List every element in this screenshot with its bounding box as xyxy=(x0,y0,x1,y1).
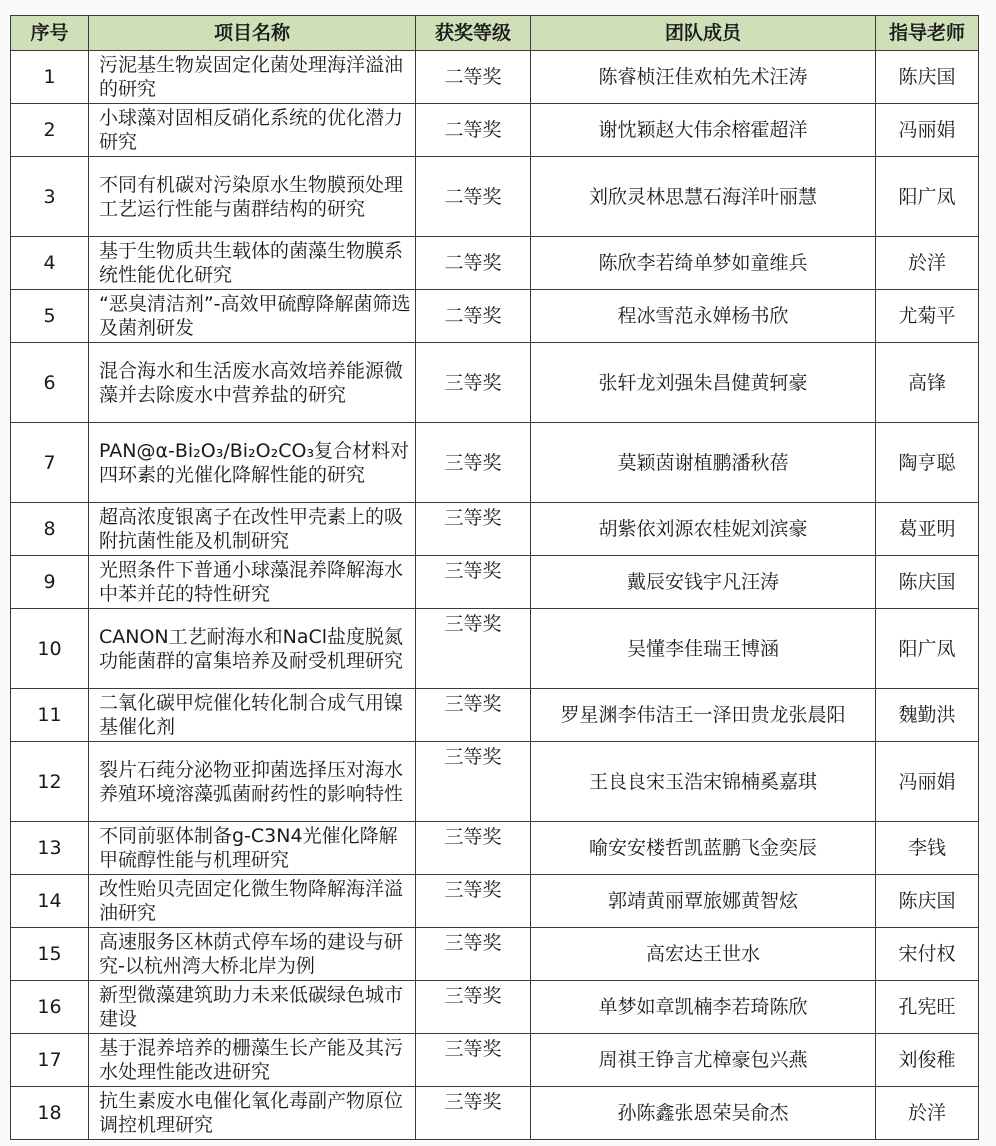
cell-project-name: 基于混养培养的栅藻生长产能及其污水处理性能改进研究 xyxy=(89,1034,416,1087)
cell-team-members: 刘欣灵林思慧石海洋叶丽慧 xyxy=(531,157,876,237)
cell-project-name: 裂片石莼分泌物亚抑菌选择压对海水养殖环境溶藻弧菌耐药性的影响特性 xyxy=(89,742,416,822)
cell-team-members: 胡紫依刘源农桂妮刘滨豪 xyxy=(531,503,876,556)
cell-team-members: 孙陈鑫张恩荣吴俞杰 xyxy=(531,1087,876,1140)
cell-teacher: 魏勤洪 xyxy=(876,689,979,742)
cell-teacher: 陈庆国 xyxy=(876,51,979,104)
cell-team-members: 陈睿桢汪佳欢柏先术汪涛 xyxy=(531,51,876,104)
cell-project-name: 新型微藻建筑助力未来低碳绿色城市建设 xyxy=(89,981,416,1034)
cell-team-members: 程冰雪范永婵杨书欣 xyxy=(531,290,876,343)
cell-award-level: 三等奖 xyxy=(416,423,531,503)
header-team: 团队成员 xyxy=(531,16,876,51)
cell-award-level: 三等奖 xyxy=(416,928,531,981)
cell-teacher: 阳广凤 xyxy=(876,157,979,237)
cell-team-members: 周祺王铮言尤樟豪包兴燕 xyxy=(531,1034,876,1087)
cell-teacher: 孔宪旺 xyxy=(876,981,979,1034)
cell-project-name: CANON工艺耐海水和NaCl盐度脱氮功能菌群的富集培养及耐受机理研究 xyxy=(89,609,416,689)
cell-no: 15 xyxy=(11,928,89,981)
cell-award-level: 三等奖 xyxy=(416,1034,531,1087)
cell-project-name: PAN@α-Bi₂O₃/Bi₂O₂CO₃复合材料对四环素的光催化降解性能的研究 xyxy=(89,423,416,503)
cell-no: 5 xyxy=(11,290,89,343)
cell-no: 9 xyxy=(11,556,89,609)
cell-no: 4 xyxy=(11,237,89,290)
cell-project-name: 污泥基生物炭固定化菌处理海洋溢油的研究 xyxy=(89,51,416,104)
cell-project-name: “恶臭清洁剂”-高效甲硫醇降解菌筛选及菌剂研发 xyxy=(89,290,416,343)
cell-no: 13 xyxy=(11,822,89,875)
cell-team-members: 陈欣李若绮单梦如童维兵 xyxy=(531,237,876,290)
table-row xyxy=(11,157,979,237)
cell-award-level: 二等奖 xyxy=(416,237,531,290)
cell-team-members: 高宏达王世水 xyxy=(531,928,876,981)
cell-no: 18 xyxy=(11,1087,89,1140)
cell-no: 7 xyxy=(11,423,89,503)
award-table xyxy=(10,15,979,1140)
cell-teacher: 李钱 xyxy=(876,822,979,875)
cell-team-members: 吴懂李佳瑞王博涵 xyxy=(531,609,876,689)
table-row xyxy=(11,742,979,822)
cell-award-level: 三等奖 xyxy=(416,343,531,423)
cell-no: 1 xyxy=(11,51,89,104)
cell-team-members: 谢忱颖赵大伟余榕霍超洋 xyxy=(531,104,876,157)
cell-team-members: 张轩龙刘强朱昌健黄轲豪 xyxy=(531,343,876,423)
cell-award-level: 三等奖 xyxy=(416,609,531,689)
cell-team-members: 戴辰安钱宇凡汪涛 xyxy=(531,556,876,609)
cell-project-name: 高速服务区林荫式停车场的建设与研究-以杭州湾大桥北岸为例 xyxy=(89,928,416,981)
cell-teacher: 於洋 xyxy=(876,237,979,290)
cell-award-level: 三等奖 xyxy=(416,875,531,928)
table-row xyxy=(11,1034,979,1087)
cell-project-name: 不同有机碳对污染原水生物膜预处理工艺运行性能与菌群结构的研究 xyxy=(89,157,416,237)
table-header xyxy=(11,16,979,51)
cell-project-name: 二氧化碳甲烷催化转化制合成气用镍基催化剂 xyxy=(89,689,416,742)
table-row xyxy=(11,609,979,689)
cell-team-members: 郭靖黄丽覃旅娜黄智炫 xyxy=(531,875,876,928)
header-name: 项目名称 xyxy=(89,16,416,51)
cell-teacher: 陈庆国 xyxy=(876,875,979,928)
table-row xyxy=(11,423,979,503)
cell-teacher: 宋付权 xyxy=(876,928,979,981)
header-no: 序号 xyxy=(11,16,89,51)
cell-award-level: 二等奖 xyxy=(416,290,531,343)
cell-no: 8 xyxy=(11,503,89,556)
table-row xyxy=(11,556,979,609)
cell-project-name: 混合海水和生活废水高效培养能源微藻并去除废水中营养盐的研究 xyxy=(89,343,416,423)
cell-no: 2 xyxy=(11,104,89,157)
table-body xyxy=(11,51,979,1140)
table-row xyxy=(11,822,979,875)
cell-award-level: 二等奖 xyxy=(416,104,531,157)
cell-teacher: 於洋 xyxy=(876,1087,979,1140)
cell-teacher: 陶亨聪 xyxy=(876,423,979,503)
cell-no: 16 xyxy=(11,981,89,1034)
cell-team-members: 莫颖茵谢植鹏潘秋蓓 xyxy=(531,423,876,503)
table-row xyxy=(11,1087,979,1140)
header-row xyxy=(11,16,979,51)
cell-award-level: 三等奖 xyxy=(416,1087,531,1140)
cell-teacher: 刘俊稚 xyxy=(876,1034,979,1087)
table-row xyxy=(11,104,979,157)
cell-award-level: 二等奖 xyxy=(416,157,531,237)
cell-award-level: 二等奖 xyxy=(416,51,531,104)
table-row xyxy=(11,981,979,1034)
header-teacher: 指导老师 xyxy=(876,16,979,51)
cell-award-level: 三等奖 xyxy=(416,689,531,742)
cell-award-level: 三等奖 xyxy=(416,503,531,556)
cell-teacher: 冯丽娟 xyxy=(876,742,979,822)
table-row xyxy=(11,343,979,423)
cell-team-members: 单梦如章凯楠李若琦陈欣 xyxy=(531,981,876,1034)
cell-award-level: 三等奖 xyxy=(416,981,531,1034)
cell-teacher: 葛亚明 xyxy=(876,503,979,556)
cell-project-name: 超高浓度银离子在改性甲壳素上的吸附抗菌性能及机制研究 xyxy=(89,503,416,556)
cell-no: 6 xyxy=(11,343,89,423)
cell-project-name: 光照条件下普通小球藻混养降解海水中苯并芘的特性研究 xyxy=(89,556,416,609)
cell-award-level: 三等奖 xyxy=(416,556,531,609)
cell-team-members: 王良良宋玉浩宋锦楠奚嘉琪 xyxy=(531,742,876,822)
table-row xyxy=(11,237,979,290)
cell-teacher: 阳广凤 xyxy=(876,609,979,689)
cell-no: 12 xyxy=(11,742,89,822)
table-row xyxy=(11,290,979,343)
cell-teacher: 高锋 xyxy=(876,343,979,423)
table-row xyxy=(11,928,979,981)
table-row xyxy=(11,875,979,928)
cell-project-name: 基于生物质共生载体的菌藻生物膜系统性能优化研究 xyxy=(89,237,416,290)
table-row xyxy=(11,51,979,104)
cell-project-name: 改性贻贝壳固定化微生物降解海洋溢油研究 xyxy=(89,875,416,928)
cell-no: 10 xyxy=(11,609,89,689)
cell-no: 11 xyxy=(11,689,89,742)
cell-project-name: 抗生素废水电催化氧化毒副产物原位调控机理研究 xyxy=(89,1087,416,1140)
cell-teacher: 陈庆国 xyxy=(876,556,979,609)
cell-team-members: 喻安安楼哲凯蓝鹏飞金奕辰 xyxy=(531,822,876,875)
cell-no: 17 xyxy=(11,1034,89,1087)
header-level: 获奖等级 xyxy=(416,16,531,51)
cell-teacher: 尤菊平 xyxy=(876,290,979,343)
cell-team-members: 罗星渊李伟洁王一泽田贵龙张晨阳 xyxy=(531,689,876,742)
cell-no: 3 xyxy=(11,157,89,237)
cell-no: 14 xyxy=(11,875,89,928)
cell-award-level: 三等奖 xyxy=(416,822,531,875)
cell-project-name: 小球藻对固相反硝化系统的优化潜力研究 xyxy=(89,104,416,157)
cell-teacher: 冯丽娟 xyxy=(876,104,979,157)
cell-award-level: 三等奖 xyxy=(416,742,531,822)
cell-project-name: 不同前驱体制备g-C3N4光催化降解甲硫醇性能与机理研究 xyxy=(89,822,416,875)
table-row xyxy=(11,689,979,742)
table-row xyxy=(11,503,979,556)
